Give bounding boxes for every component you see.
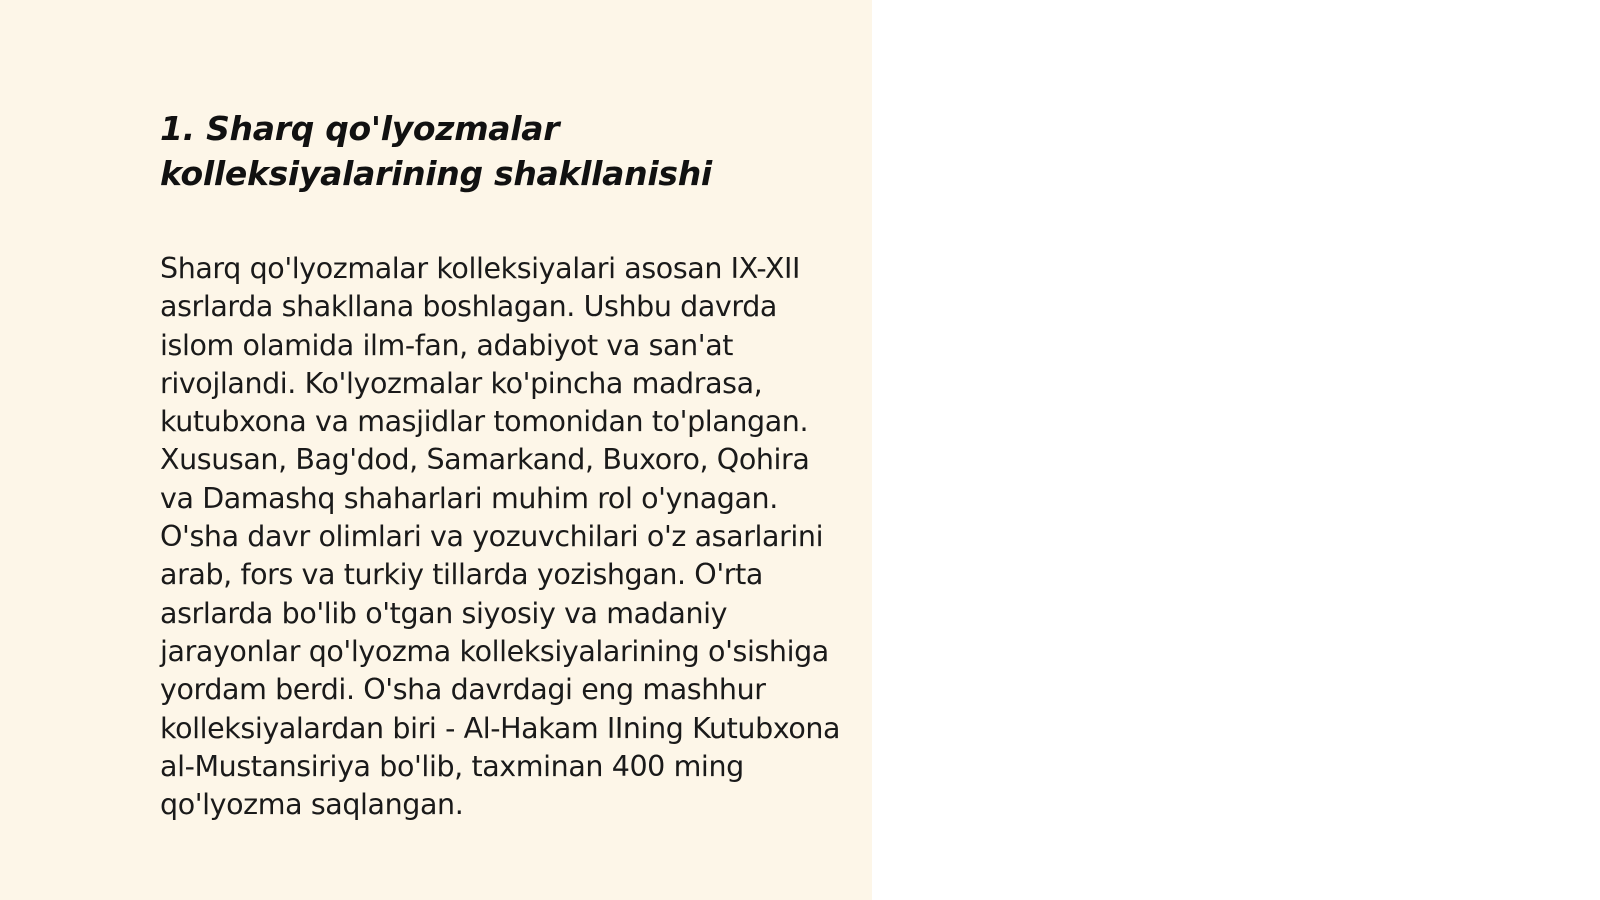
slide-body-text: Sharq qo'lyozmalar kolleksiyalari asosan IX-XII asrlarda shakllana boshlagan. Ushbu davrda islom olamida ilm-fan, adabiyot va san'at rivojlandi. Ko'lyozmalar ko'pincha madrasa, kutubxona va masjidlar tomonidan to'plangan. Xususan, Bag'dod, Samarkand, Buxoro, Qohira va Damashq shaharlari muhim rol o'ynagan. O'sha davr olimlari va yozuvchilari o'z asarlarini arab, fors va turkiy tillarda yozishgan. O'rta asrlarda bo'lib o'tgan siyosiy va madaniy jarayonlar qo'lyozma kolleksiyalarining o'sishiga yordam berdi. O'sha davrdagi eng mashhur kolleksiyalardan biri - Al-Hakam IIning Kutubxona al-Mustansiriya bo'lib, taxminan 400 ming qo'lyozma saqlangan. <box>160 252 841 822</box>
slide-heading: 1. Sharq qo'lyozmalar kolleksiyalarining shakllanishi <box>160 109 712 193</box>
content-block <box>160 106 850 824</box>
